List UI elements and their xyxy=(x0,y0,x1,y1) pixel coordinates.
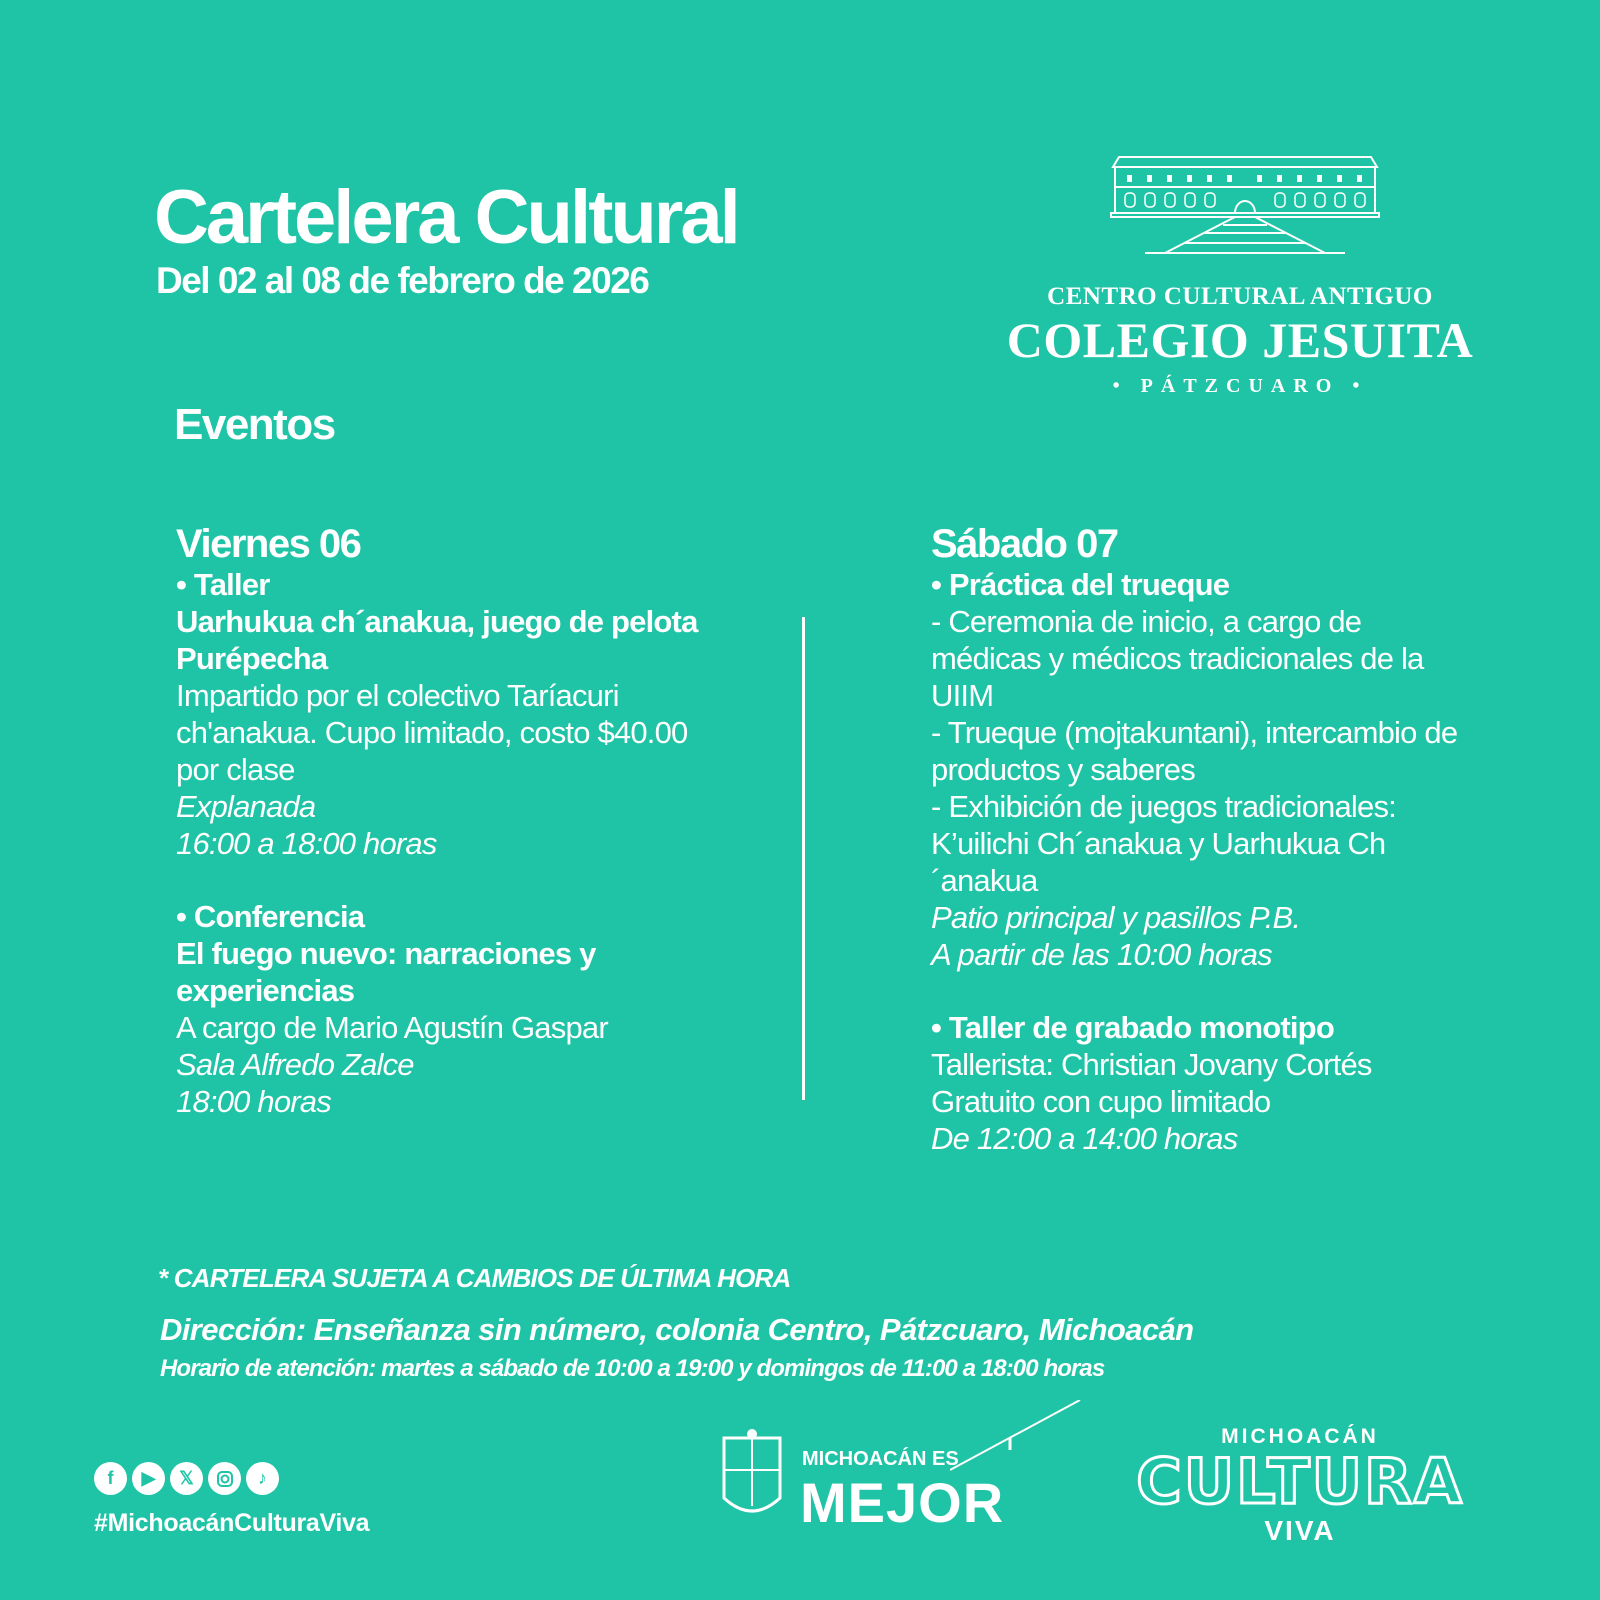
date-range: Del 02 al 08 de febrero de 2026 xyxy=(156,260,649,301)
building-icon xyxy=(1105,155,1385,265)
event-place: Patio principal y pasillos P.B. xyxy=(931,900,1301,935)
coat-of-arms-icon xyxy=(720,1428,784,1528)
section-heading: Eventos xyxy=(174,400,335,449)
event-detail: - Trueque (mojtakuntani), intercambio de productos y saberes xyxy=(931,715,1458,787)
logo-line-3: • PÁTZCUARO • xyxy=(1112,375,1368,397)
colegio-jesuita-logo xyxy=(980,155,1500,398)
event-time: De 12:00 a 14:00 horas xyxy=(931,1121,1238,1156)
event-place: Explanada xyxy=(176,789,316,824)
opening-hours: Horario de atención: martes a sábado de 10:00 a 19:00 y domingos de 11:00 a 18:00 horas xyxy=(160,1355,1105,1382)
instagram-icon[interactable] xyxy=(208,1462,241,1495)
event-place: Sala Alfredo Zalce xyxy=(176,1047,414,1082)
event-detail: Gratuito con cupo limitado xyxy=(931,1084,1271,1119)
event-type: • Práctica del trueque xyxy=(931,567,1230,602)
event-detail: - Ceremonia de inicio, a cargo de médicas y médicos tradicionales de la UIIM xyxy=(931,604,1424,713)
event-type: • Taller xyxy=(176,567,270,602)
saturday-column xyxy=(931,522,1471,1157)
event-name: Uarhukua ch´anakua, juego de pelota Purépecha xyxy=(176,604,698,676)
cv-top-text: MICHOACÁN xyxy=(1221,1425,1379,1448)
logo-line-1: CENTRO CULTURAL ANTIGUO xyxy=(1047,283,1433,310)
column-divider xyxy=(802,617,805,1100)
event-time: 16:00 a 18:00 horas xyxy=(176,826,437,861)
event-description: A cargo de Mario Agustín Gaspar xyxy=(176,1010,608,1045)
event-type: • Conferencia xyxy=(176,899,365,934)
friday-column xyxy=(176,522,736,1120)
michoacan-es-mejor-logo xyxy=(720,1400,1100,1540)
event-name: El fuego nuevo: narraciones y experiencias xyxy=(176,936,596,1008)
youtube-icon[interactable]: ▶ xyxy=(132,1462,165,1495)
cv-mid-text: CULTURA xyxy=(1136,1445,1464,1518)
cultura-viva-logo xyxy=(1130,1425,1470,1547)
cable-car-icon xyxy=(950,1400,1090,1500)
cv-bottom-text: VIVA xyxy=(1264,1515,1336,1546)
facebook-icon[interactable]: f xyxy=(94,1462,127,1495)
event-type: • Taller de grabado monotipo xyxy=(931,1010,1334,1045)
event-detail: - Exhibición de juegos tradicionales: K’uilichi Ch´anakua y Uarhukua Ch´anakua xyxy=(931,789,1396,898)
day-heading: Sábado 07 xyxy=(931,522,1118,566)
event-time: A partir de las 10:00 horas xyxy=(931,937,1272,972)
tiktok-icon[interactable]: ♪ xyxy=(246,1462,279,1495)
gov-small-text: MICHOACÁN ES xyxy=(802,1448,959,1470)
day-heading: Viernes 06 xyxy=(176,522,361,566)
disclaimer-note: * CARTELERA SUJETA A CAMBIOS DE ÚLTIMA HORA xyxy=(158,1263,791,1293)
social-icons xyxy=(94,1462,279,1495)
event-description: Impartido por el colectivo Taríacuri ch'anakua. Cupo limitado, costo $40.00 por clase xyxy=(176,678,688,787)
x-icon[interactable]: 𝕏 xyxy=(170,1462,203,1495)
event-time: 18:00 horas xyxy=(176,1084,331,1119)
event-detail: Tallerista: Christian Jovany Cortés xyxy=(931,1047,1372,1082)
logo-line-2: COLEGIO JESUITA xyxy=(1006,312,1474,368)
hashtag: #MichoacánCulturaViva xyxy=(94,1509,370,1537)
address: Dirección: Enseñanza sin número, colonia Centro, Pátzcuaro, Michoacán xyxy=(160,1312,1194,1347)
gov-big-text: MEJOR xyxy=(800,1471,1005,1534)
page-title: Cartelera Cultural xyxy=(154,175,738,260)
